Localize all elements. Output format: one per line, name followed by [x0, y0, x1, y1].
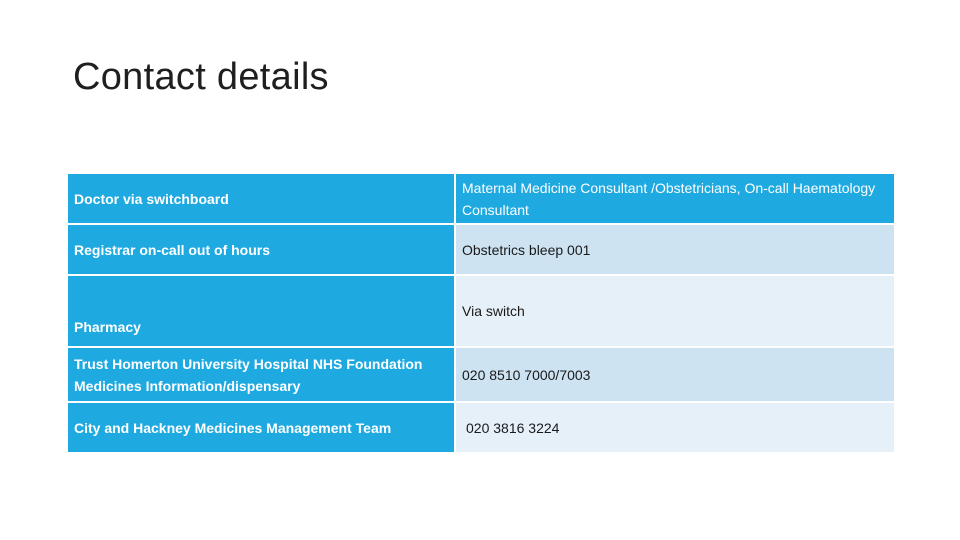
- contact-label: Doctor via switchboard: [67, 173, 455, 224]
- page-title: Contact details: [73, 56, 329, 98]
- table-row: [67, 347, 895, 402]
- contact-label: Pharmacy: [67, 275, 455, 347]
- contact-value: Obstetrics bleep 001: [455, 224, 895, 275]
- contact-value: 020 3816 3224: [455, 402, 895, 453]
- contact-label: Registrar on-call out of hours: [67, 224, 455, 275]
- table-row: [67, 173, 895, 224]
- contact-label: City and Hackney Medicines Management Team: [67, 402, 455, 453]
- contact-value: Via switch: [455, 275, 895, 347]
- table-row: [67, 224, 895, 275]
- table-row: [67, 402, 895, 453]
- contact-value: Maternal Medicine Consultant /Obstetricians, On-call Haematology Consultant: [455, 173, 895, 224]
- contact-label: Trust Homerton University Hospital NHS Foundation Medicines Information/dispensary: [67, 347, 455, 402]
- table-row: [67, 275, 895, 347]
- contact-details-table: [66, 172, 896, 454]
- contact-value: 020 8510 7000/7003: [455, 347, 895, 402]
